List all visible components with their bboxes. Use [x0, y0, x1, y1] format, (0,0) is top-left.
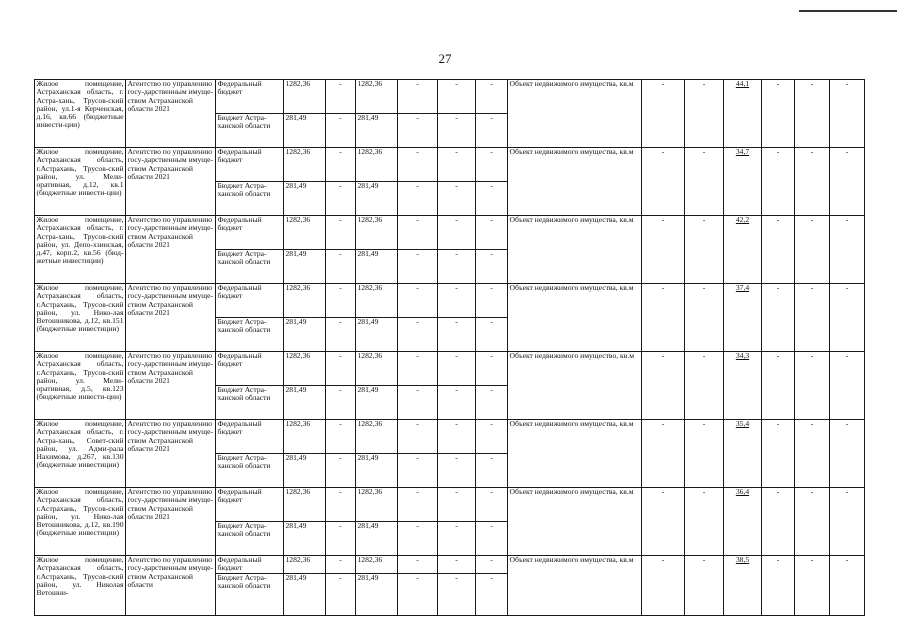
amount-empty-cell: - [438, 454, 476, 488]
table-row [35, 216, 865, 250]
indicator-empty-cell: - [642, 216, 685, 284]
indicator-empty-cell: - [830, 284, 865, 352]
amount-empty-cell: - [398, 284, 438, 318]
amount-empty-cell: - [476, 318, 508, 352]
agency-cell: Агентство по управлению госу-дарственным имуще-ством Астраханской области [126, 556, 216, 616]
table-row [35, 556, 865, 574]
object-name-cell: Жилое помещение, Астраханская область, г.Астрахань, Трусов-ский район, ул. Нико-лая Ветошникова, д.12, кв.151 (бюджетные инвестиции) [35, 284, 126, 352]
indicator-unit-cell: Объект недвижимого имущества, кв.м [508, 80, 642, 148]
budget-source-cell: Федеральный бюджет [216, 488, 284, 522]
indicator-value: 35,4 [735, 419, 750, 428]
indicator-empty-cell: - [685, 284, 724, 352]
amount-empty-cell: - [438, 420, 476, 454]
amount-total-cell: 1282,36 [284, 488, 326, 522]
indicator-empty-cell: - [762, 80, 795, 148]
indicator-empty-cell: - [762, 216, 795, 284]
amount-empty-cell: - [438, 216, 476, 250]
indicator-empty-cell: - [830, 216, 865, 284]
amount-empty-cell: - [326, 556, 356, 574]
amount-empty-cell: - [476, 522, 508, 556]
amount-total-cell: 281,49 [284, 386, 326, 420]
budget-source-cell: Бюджет Астра-ханской области [216, 386, 284, 420]
indicator-empty-cell: - [830, 352, 865, 420]
indicator-value-cell [724, 420, 762, 488]
indicator-unit-cell: Объект недвижимого имущества, кв.м [508, 556, 642, 616]
amount-empty-cell: - [398, 488, 438, 522]
indicator-value-cell [724, 488, 762, 556]
amount-total-cell: 281,49 [284, 318, 326, 352]
indicator-value: 37,4 [735, 283, 750, 292]
indicator-empty-cell: - [642, 488, 685, 556]
indicator-value-cell [724, 352, 762, 420]
amount-year-cell: 281,49 [356, 386, 398, 420]
amount-empty-cell: - [438, 284, 476, 318]
table-body [35, 80, 865, 616]
amount-empty-cell: - [326, 488, 356, 522]
indicator-empty-cell: - [762, 148, 795, 216]
amount-year-cell: 1282,36 [356, 488, 398, 522]
object-name-cell: Жилое помещение, Астраханская область, г. Астра-хань, Совет-ский район, ул. Адми-рала Нахимова, д.267, кв.130 (бюджетные инвестиции) [35, 420, 126, 488]
indicator-unit-cell: Объект недвижимого имущества, кв.м [508, 488, 642, 556]
indicator-empty-cell: - [685, 352, 724, 420]
indicator-empty-cell: - [642, 352, 685, 420]
amount-empty-cell: - [476, 148, 508, 182]
budget-source-cell: Федеральный бюджет [216, 556, 284, 574]
amount-empty-cell: - [476, 488, 508, 522]
indicator-unit-cell: Объект недвижимого имущества, кв.м [508, 216, 642, 284]
amount-empty-cell: - [398, 454, 438, 488]
table-row [35, 420, 865, 454]
indicator-empty-cell: - [830, 488, 865, 556]
amount-total-cell: 1282,36 [284, 420, 326, 454]
amount-total-cell: 1282,36 [284, 556, 326, 574]
amount-empty-cell: - [476, 216, 508, 250]
amount-year-cell: 1282,36 [356, 352, 398, 386]
budget-source-cell: Федеральный бюджет [216, 148, 284, 182]
amount-empty-cell: - [438, 556, 476, 574]
amount-empty-cell: - [326, 182, 356, 216]
indicator-empty-cell: - [795, 556, 830, 616]
amount-empty-cell: - [326, 574, 356, 616]
indicator-empty-cell: - [685, 80, 724, 148]
amount-empty-cell: - [438, 80, 476, 114]
indicator-unit-cell: Объект недвижимого имущество, кв.м [508, 352, 642, 420]
indicator-value-cell [724, 80, 762, 148]
table-row [35, 80, 865, 114]
amount-empty-cell: - [326, 114, 356, 148]
amount-empty-cell: - [476, 250, 508, 284]
amount-empty-cell: - [398, 420, 438, 454]
budget-source-cell: Федеральный бюджет [216, 420, 284, 454]
indicator-value: 34,3 [735, 351, 750, 360]
amount-total-cell: 281,49 [284, 522, 326, 556]
amount-empty-cell: - [476, 284, 508, 318]
amount-total-cell: 281,49 [284, 574, 326, 616]
amount-empty-cell: - [476, 352, 508, 386]
indicator-value-cell [724, 284, 762, 352]
indicator-empty-cell: - [830, 80, 865, 148]
indicator-empty-cell: - [795, 148, 830, 216]
amount-empty-cell: - [398, 182, 438, 216]
budget-source-cell: Федеральный бюджет [216, 352, 284, 386]
amount-total-cell: 1282,36 [284, 80, 326, 114]
amount-empty-cell: - [326, 216, 356, 250]
indicator-empty-cell: - [762, 284, 795, 352]
indicator-empty-cell: - [795, 352, 830, 420]
indicator-empty-cell: - [762, 488, 795, 556]
amount-empty-cell: - [398, 522, 438, 556]
amount-empty-cell: - [476, 454, 508, 488]
indicator-value: 38,5 [735, 555, 750, 564]
page-number: 27 [438, 51, 452, 66]
amount-empty-cell: - [438, 250, 476, 284]
budget-source-cell: Федеральный бюджет [216, 80, 284, 114]
amount-empty-cell: - [398, 556, 438, 574]
indicator-unit-cell: Объект недвижимого имущества, кв.м [508, 148, 642, 216]
indicator-empty-cell: - [795, 216, 830, 284]
object-name-cell: Жилое помещение, Астраханская область, г.Астрахань, Трусов-ский район, ул. Николая Ветошни- [35, 556, 126, 616]
amount-empty-cell: - [438, 386, 476, 420]
amount-empty-cell: - [326, 250, 356, 284]
object-name-cell: Жилое помещение, Астраханская область, г. Астра-хань, Трусов-ский район, ул. Депо-хзинская, д.47, корп.2, кв.56 (бюд-жетные инвестиции) [35, 216, 126, 284]
budget-source-cell: Федеральный бюджет [216, 284, 284, 318]
amount-empty-cell: - [398, 250, 438, 284]
amount-empty-cell: - [438, 114, 476, 148]
amount-total-cell: 1282,36 [284, 148, 326, 182]
indicator-empty-cell: - [795, 488, 830, 556]
amount-year-cell: 1282,36 [356, 556, 398, 574]
table-row [35, 488, 865, 522]
amount-empty-cell: - [438, 352, 476, 386]
indicator-empty-cell: - [642, 556, 685, 616]
object-name-cell: Жилое помещение, Астраханская область, г.Астрахань, Трусов-ский район, ул. Мели-оративная, д.5, кв.123 (бюджетные инвести-ции) [35, 352, 126, 420]
object-name-cell: Жилое помещение, Астраханская область, г.Астрахань, Трусов-ский район, ул. Нико-лая Ветошникова, д.12, кв.190 (бюджетные инвестиции) [35, 488, 126, 556]
amount-year-cell: 281,49 [356, 574, 398, 616]
amount-empty-cell: - [476, 420, 508, 454]
indicator-empty-cell: - [685, 216, 724, 284]
indicator-empty-cell: - [830, 556, 865, 616]
amount-total-cell: 281,49 [284, 182, 326, 216]
indicator-empty-cell: - [685, 420, 724, 488]
table-row [35, 148, 865, 182]
amount-empty-cell: - [326, 352, 356, 386]
amount-total-cell: 1282,36 [284, 352, 326, 386]
amount-year-cell: 281,49 [356, 182, 398, 216]
indicator-empty-cell: - [830, 148, 865, 216]
amount-empty-cell: - [326, 284, 356, 318]
indicator-empty-cell: - [642, 284, 685, 352]
indicator-empty-cell: - [642, 420, 685, 488]
table-row [35, 284, 865, 318]
indicator-value-cell [724, 556, 762, 616]
amount-empty-cell: - [438, 574, 476, 616]
indicator-empty-cell: - [795, 284, 830, 352]
amount-empty-cell: - [398, 318, 438, 352]
amount-empty-cell: - [398, 386, 438, 420]
budget-table [34, 79, 865, 616]
amount-empty-cell: - [326, 420, 356, 454]
agency-cell: Агентство по управлению госу-дарственным имуще-ством Астраханской области 2021 [126, 148, 216, 216]
indicator-unit-cell: Объект недвижимого имущества, кв.м [508, 420, 642, 488]
agency-cell: Агентство по управлению госу-дарственным имуще-ством Астраханской области 2021 [126, 284, 216, 352]
amount-empty-cell: - [476, 114, 508, 148]
amount-year-cell: 281,49 [356, 250, 398, 284]
indicator-value: 34,7 [735, 147, 750, 156]
budget-source-cell: Бюджет Астра-ханской области [216, 182, 284, 216]
amount-empty-cell: - [438, 522, 476, 556]
object-name-cell: Жилое помещение, Астраханская область, г.Астрахань, Трусов-ский район, ул. Мели-оративная, д.12, кв.1 (бюджетные инвести-ции) [35, 148, 126, 216]
indicator-value: 44,1 [735, 79, 750, 88]
amount-empty-cell: - [326, 318, 356, 352]
amount-empty-cell: - [438, 182, 476, 216]
amount-year-cell: 1282,36 [356, 80, 398, 114]
budget-source-cell: Бюджет Астра-ханской области [216, 318, 284, 352]
budget-source-cell: Бюджет Астра-ханской области [216, 454, 284, 488]
budget-source-cell: Бюджет Астра-ханской области [216, 250, 284, 284]
indicator-empty-cell: - [795, 80, 830, 148]
indicator-empty-cell: - [795, 420, 830, 488]
indicator-empty-cell: - [685, 488, 724, 556]
amount-empty-cell: - [398, 114, 438, 148]
amount-year-cell: 281,49 [356, 114, 398, 148]
amount-year-cell: 1282,36 [356, 420, 398, 454]
amount-empty-cell: - [326, 80, 356, 114]
amount-empty-cell: - [476, 182, 508, 216]
indicator-unit-cell: Объект недвижимого имущества, кв.м [508, 284, 642, 352]
indicator-empty-cell: - [830, 420, 865, 488]
agency-cell: Агентство по управлению госу-дарственным имуще-ством Астраханской области 2021 [126, 488, 216, 556]
indicator-empty-cell: - [685, 148, 724, 216]
indicator-value-cell [724, 148, 762, 216]
agency-cell: Агентство по управлению госу-дарственным имуще-ством Астраханской области 2021 [126, 420, 216, 488]
amount-empty-cell: - [438, 148, 476, 182]
amount-empty-cell: - [398, 574, 438, 616]
amount-total-cell: 1282,36 [284, 284, 326, 318]
amount-year-cell: 281,49 [356, 522, 398, 556]
budget-source-cell: Бюджет Астра-ханской области [216, 574, 284, 616]
amount-empty-cell: - [438, 488, 476, 522]
indicator-empty-cell: - [762, 420, 795, 488]
amount-year-cell: 1282,36 [356, 148, 398, 182]
amount-empty-cell: - [476, 556, 508, 574]
amount-empty-cell: - [398, 148, 438, 182]
amount-empty-cell: - [476, 80, 508, 114]
amount-total-cell: 281,49 [284, 250, 326, 284]
amount-total-cell: 1282,36 [284, 216, 326, 250]
agency-cell: Агентство по управлению госу-дарственным имуще-ством Астраханской области 2021 [126, 80, 216, 148]
budget-source-cell: Бюджет Астра-ханской области [216, 522, 284, 556]
indicator-empty-cell: - [762, 556, 795, 616]
amount-empty-cell: - [398, 80, 438, 114]
amount-total-cell: 281,49 [284, 454, 326, 488]
amount-year-cell: 281,49 [356, 454, 398, 488]
indicator-empty-cell: - [762, 352, 795, 420]
top-right-rule [799, 10, 897, 12]
agency-cell: Агентство по управлению госу-дарственным имуще-ством Астраханской области 2021 [126, 352, 216, 420]
amount-empty-cell: - [398, 352, 438, 386]
amount-year-cell: 281,49 [356, 318, 398, 352]
indicator-value: 36,4 [735, 487, 750, 496]
budget-source-cell: Бюджет Астра-ханской области [216, 114, 284, 148]
amount-empty-cell: - [476, 574, 508, 616]
agency-cell: Агентство по управлению госу-дарственным имуще-ством Астраханской области 2021 [126, 216, 216, 284]
amount-empty-cell: - [326, 454, 356, 488]
table-row [35, 352, 865, 386]
indicator-empty-cell: - [642, 80, 685, 148]
indicator-value: 42,2 [735, 215, 750, 224]
amount-year-cell: 1282,36 [356, 284, 398, 318]
amount-year-cell: 1282,36 [356, 216, 398, 250]
budget-source-cell: Федеральный бюджет [216, 216, 284, 250]
amount-empty-cell: - [326, 522, 356, 556]
amount-empty-cell: - [476, 386, 508, 420]
amount-total-cell: 281,49 [284, 114, 326, 148]
amount-empty-cell: - [326, 386, 356, 420]
amount-empty-cell: - [326, 148, 356, 182]
amount-empty-cell: - [398, 216, 438, 250]
object-name-cell: Жилое помещение, Астраханская область, г. Астра-хань, Трусов-ский район, ул.1-я Керченская, д.16, кв.66 (бюджетные инвести-ции) [35, 80, 126, 148]
indicator-empty-cell: - [685, 556, 724, 616]
indicator-empty-cell: - [642, 148, 685, 216]
indicator-value-cell [724, 216, 762, 284]
amount-empty-cell: - [438, 318, 476, 352]
